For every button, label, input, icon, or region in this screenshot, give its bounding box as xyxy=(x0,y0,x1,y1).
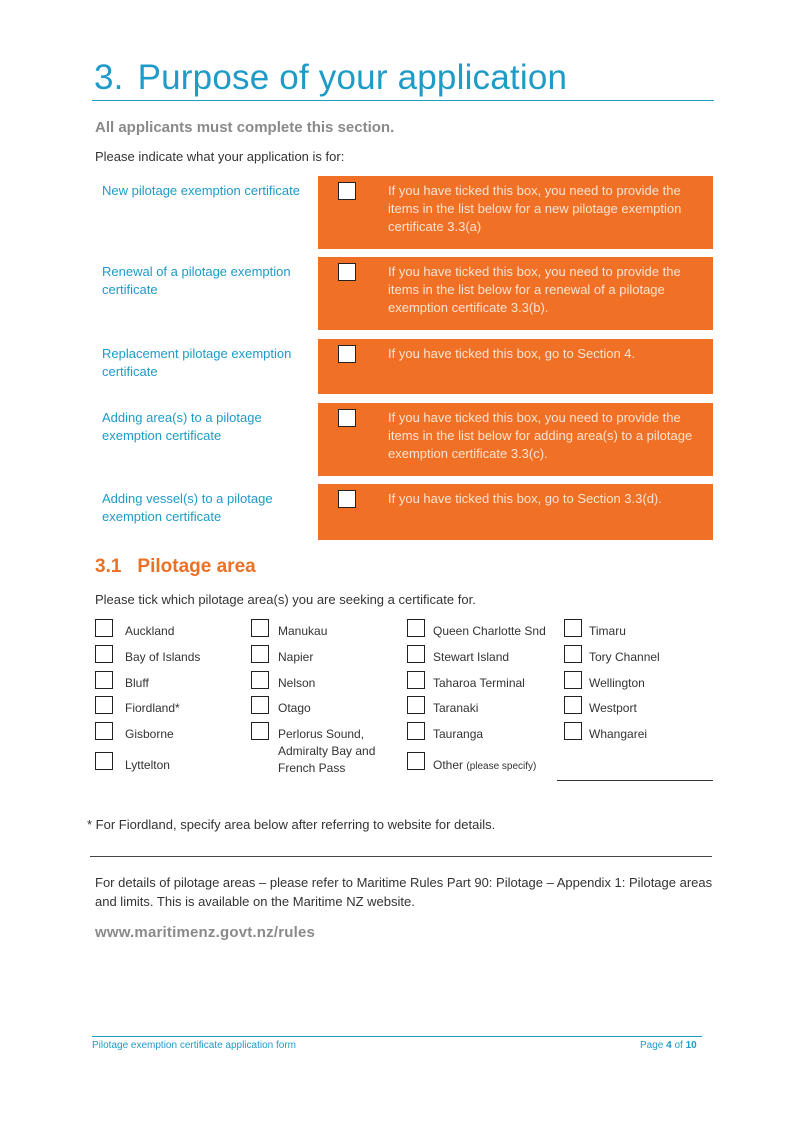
area-label-otago: Otago xyxy=(278,701,311,715)
subsection-title: Pilotage area xyxy=(137,556,256,577)
area-label-tory-channel: Tory Channel xyxy=(589,650,660,664)
option-box-replacement xyxy=(318,339,713,394)
checkbox-area-stewart-island[interactable] xyxy=(407,645,425,663)
footer-doc-title: Pilotage exemption certificate application form xyxy=(92,1040,296,1051)
checkbox-area-bluff[interactable] xyxy=(95,671,113,689)
website-link[interactable]: www.maritimenz.govt.nz/rules xyxy=(95,924,316,941)
other-note: (please specify) xyxy=(466,761,537,772)
checkbox-area-tauranga[interactable] xyxy=(407,722,425,740)
area-label-westport: Westport xyxy=(589,701,637,715)
area-label-nelson: Nelson xyxy=(278,676,316,690)
area-label-bay-of-islands: Bay of Islands xyxy=(125,650,201,664)
section-title-text: Purpose of your application xyxy=(137,58,568,97)
option-label-adding-vessels: Adding vessel(s) to a pilotage exemption certificate xyxy=(102,491,273,524)
checkbox-area-taharoa[interactable] xyxy=(407,671,425,689)
footer-divider xyxy=(92,1036,702,1037)
area-label-perlorus-sound: Perlorus Sound, Admiralty Bay and French Pass xyxy=(278,727,376,775)
option-note-adding-vessels: If you have ticked this box, go to Section 3.3(d). xyxy=(388,491,662,506)
instruction-bold: All applicants must complete this section. xyxy=(95,119,395,136)
area-label-timaru: Timaru xyxy=(589,624,626,638)
area-label-auckland: Auckland xyxy=(125,624,175,638)
option-box-renewal xyxy=(318,257,713,330)
area-label-queen-charlotte: Queen Charlotte Snd xyxy=(433,624,546,638)
area-label-whangarei: Whangarei xyxy=(589,727,648,741)
checkbox-area-gisborne[interactable] xyxy=(95,722,113,740)
checkbox-area-napier[interactable] xyxy=(251,645,269,663)
fiordland-area-field[interactable] xyxy=(90,856,712,857)
option-label-replacement: Replacement pilotage exemption certificate xyxy=(102,346,292,379)
area-label-taranaki: Taranaki xyxy=(433,701,479,715)
checkbox-area-perlorus-sound[interactable] xyxy=(251,722,269,740)
area-label-fiordland: Fiordland* xyxy=(125,701,180,715)
area-instruction: Please tick which pilotage area(s) you are seeking a certificate for. xyxy=(95,592,476,607)
option-box-adding-areas xyxy=(318,403,713,476)
option-box-new xyxy=(318,176,713,249)
checkbox-area-westport[interactable] xyxy=(564,696,582,714)
footer-page-word: Page xyxy=(640,1040,664,1051)
checkbox-adding-vessels[interactable] xyxy=(338,490,356,508)
subsection-number: 3.1 xyxy=(95,556,122,577)
area-label-stewart-island: Stewart Island xyxy=(433,650,510,664)
option-label-new: New pilotage exemption certificate xyxy=(102,183,300,198)
title-divider xyxy=(92,100,714,101)
area-label-other xyxy=(433,757,536,775)
option-note-replacement: If you have ticked this box, go to Section 4. xyxy=(388,346,636,361)
option-box-adding-vessels xyxy=(318,484,713,540)
checkbox-area-fiordland[interactable] xyxy=(95,696,113,714)
checkbox-area-otago[interactable] xyxy=(251,696,269,714)
area-label-taharoa: Taharoa Terminal xyxy=(433,676,525,690)
checkbox-area-auckland[interactable] xyxy=(95,619,113,637)
area-label-manukau: Manukau xyxy=(278,624,328,638)
subsection-heading xyxy=(95,556,256,578)
footer-of-word: of xyxy=(674,1040,683,1051)
area-label-napier: Napier xyxy=(278,650,314,664)
checkbox-adding-areas[interactable] xyxy=(338,409,356,427)
footer-page-number xyxy=(640,1040,697,1051)
instruction-text: Please indicate what your application is for: xyxy=(95,149,345,164)
footer-page-total: 10 xyxy=(685,1040,697,1051)
checkbox-area-lyttelton[interactable] xyxy=(95,752,113,770)
checkbox-area-wellington[interactable] xyxy=(564,671,582,689)
other-label: Other xyxy=(433,758,464,772)
area-label-gisborne: Gisborne xyxy=(125,727,174,741)
area-label-bluff: Bluff xyxy=(125,676,149,690)
section-title xyxy=(94,58,567,98)
checkbox-new[interactable] xyxy=(338,182,356,200)
option-note-new: If you have ticked this box, you need to provide the items in the list below for a new pilotage exemption certificate 3.3(a) xyxy=(388,183,682,234)
checkbox-area-timaru[interactable] xyxy=(564,619,582,637)
checkbox-area-queen-charlotte[interactable] xyxy=(407,619,425,637)
area-label-wellington: Wellington xyxy=(589,676,645,690)
checkbox-area-whangarei[interactable] xyxy=(564,722,582,740)
details-paragraph: For details of pilotage areas – please refer to Maritime Rules Part 90: Pilotage – Appendix 1: Pilotage areas and limits. This is available on the Maritime NZ website. xyxy=(95,875,713,909)
checkbox-area-bay-of-islands[interactable] xyxy=(95,645,113,663)
checkbox-renewal[interactable] xyxy=(338,263,356,281)
checkbox-area-nelson[interactable] xyxy=(251,671,269,689)
fiordland-footnote: * For Fiordland, specify area below after referring to website for details. xyxy=(87,817,496,832)
area-label-tauranga: Tauranga xyxy=(433,727,484,741)
option-label-renewal: Renewal of a pilotage exemption certificate xyxy=(102,264,291,297)
section-number: 3. xyxy=(94,58,124,97)
footer-page-current: 4 xyxy=(666,1040,672,1051)
option-note-renewal: If you have ticked this box, you need to provide the items in the list below for a renewal of a pilotage exemption certificate 3.3(b). xyxy=(388,264,681,315)
checkbox-area-other[interactable] xyxy=(407,752,425,770)
other-specify-field[interactable] xyxy=(557,780,713,781)
checkbox-area-tory-channel[interactable] xyxy=(564,645,582,663)
option-label-adding-areas: Adding area(s) to a pilotage exemption certificate xyxy=(102,410,262,443)
checkbox-area-manukau[interactable] xyxy=(251,619,269,637)
option-note-adding-areas: If you have ticked this box, you need to provide the items in the list below for adding area(s) to a pilotage exemption certificate 3.3(c). xyxy=(388,410,693,461)
checkbox-area-taranaki[interactable] xyxy=(407,696,425,714)
checkbox-replacement[interactable] xyxy=(338,345,356,363)
area-label-lyttelton: Lyttelton xyxy=(125,758,170,772)
